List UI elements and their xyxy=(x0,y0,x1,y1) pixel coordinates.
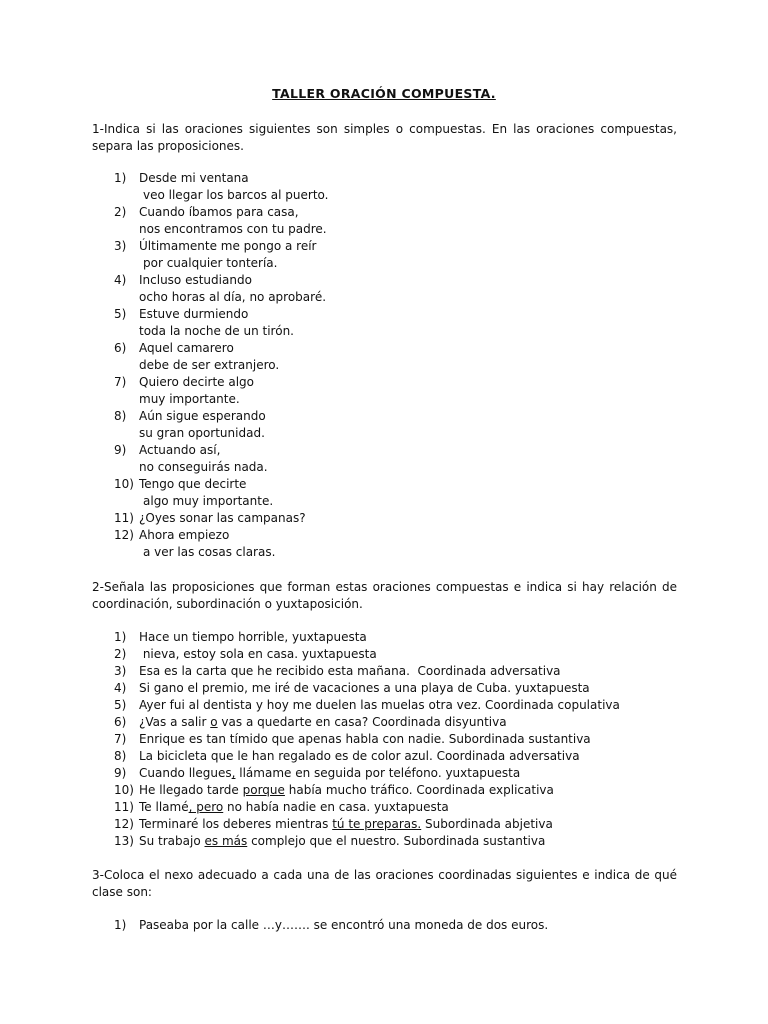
list-item: 6) Aquel camarero xyxy=(114,341,234,355)
list-item: 3) Últimamente me pongo a reír xyxy=(114,239,317,253)
underlined-verb: es más xyxy=(204,834,248,848)
list-item: 10) Tengo que decirte xyxy=(114,477,247,491)
underlined-nexus: , xyxy=(231,766,236,780)
list-item: 1) Hace un tiempo horrible, yuxtapuesta xyxy=(114,630,367,644)
section3-instruction: 3-Coloca el nexo adecuado a cada una de las oraciones coordinadas siguientes e indica de qué clase son: xyxy=(92,868,677,899)
list-item: 3) Esa es la carta que he recibido esta mañana. Coordinada adversativa xyxy=(114,664,561,678)
section3-list xyxy=(0,917,768,934)
underlined-nexus: o xyxy=(210,715,218,729)
list-item-continuation: ocho horas al día, no aprobaré. xyxy=(139,290,327,304)
list-item: 2) nieva, estoy sola en casa. yuxtapuesta xyxy=(114,647,377,661)
list-item-continuation: no conseguirás nada. xyxy=(139,460,268,474)
list-item-continuation: nos encontramos con tu padre. xyxy=(139,222,327,236)
list-item-continuation: muy importante. xyxy=(139,392,240,406)
list-item: 5) Ayer fui al dentista y hoy me duelen las muelas otra vez. Coordinada copulativa xyxy=(114,698,620,712)
list-item: 11) Te llamé, pero no había nadie en casa. yuxtapuesta xyxy=(114,800,449,814)
list-item: 1) Paseaba por la calle …y……. se encontró una moneda de dos euros. xyxy=(114,918,549,932)
list-item: 4) Si gano el premio, me iré de vacaciones a una playa de Cuba. yuxtapuesta xyxy=(114,681,590,695)
list-item: 12) Terminaré los deberes mientras tú te preparas. Subordinada abjetiva xyxy=(114,817,553,831)
document-title: TALLER ORACIÓN COMPUESTA. xyxy=(272,86,496,101)
list-item: 8) Aún sigue esperando xyxy=(114,409,266,423)
list-item-continuation: veo llegar los barcos al puerto. xyxy=(143,188,329,202)
section2-list xyxy=(0,629,768,850)
section1-list xyxy=(0,170,768,561)
underlined-nexus: , pero xyxy=(188,800,224,814)
list-item-continuation: su gran oportunidad. xyxy=(139,426,265,440)
list-item: 1) Desde mi ventana xyxy=(114,171,249,185)
list-item: 12) Ahora empiezo xyxy=(114,528,230,542)
list-item-continuation: a ver las cosas claras. xyxy=(143,545,276,559)
list-item-continuation: por cualquier tontería. xyxy=(143,256,278,270)
list-item: 4) Incluso estudiando xyxy=(114,273,252,287)
list-item: 9) Cuando llegues, llámame en seguida por teléfono. yuxtapuesta xyxy=(114,766,521,780)
list-item-continuation: toda la noche de un tirón. xyxy=(139,324,294,338)
list-item-continuation: debe de ser extranjero. xyxy=(139,358,280,372)
section1-instruction: 1-Indica si las oraciones siguientes son simples o compuestas. En las oraciones compuestas, separa las proposiciones. xyxy=(92,122,677,153)
list-item-continuation: algo muy importante. xyxy=(143,494,274,508)
list-item: 10) He llegado tarde porque había mucho tráfico. Coordinada explicativa xyxy=(114,783,554,797)
underlined-proposition: tú te preparas. xyxy=(332,817,422,831)
list-item: 9) Actuando así, xyxy=(114,443,221,457)
list-item: 7) Quiero decirte algo xyxy=(114,375,255,389)
section2-instruction: 2-Señala las proposiciones que forman estas oraciones compuestas e indica si hay relación de coordinación, subordinación o yuxtaposición. xyxy=(92,580,677,611)
list-item: 13) Su trabajo es más complejo que el nuestro. Subordinada sustantiva xyxy=(114,834,546,848)
underlined-nexus: porque xyxy=(242,783,285,797)
list-item: 11) ¿Oyes sonar las campanas? xyxy=(114,511,306,525)
list-item: 8) La bicicleta que le han regalado es de color azul. Coordinada adversativa xyxy=(114,749,580,763)
list-item: 6) ¿Vas a salir o vas a quedarte en casa? Coordinada disyuntiva xyxy=(114,715,507,729)
list-item: 7) Enrique es tan tímido que apenas habla con nadie. Subordinada sustantiva xyxy=(114,732,591,746)
list-item: 2) Cuando íbamos para casa, xyxy=(114,205,299,219)
list-item: 5) Estuve durmiendo xyxy=(114,307,249,321)
